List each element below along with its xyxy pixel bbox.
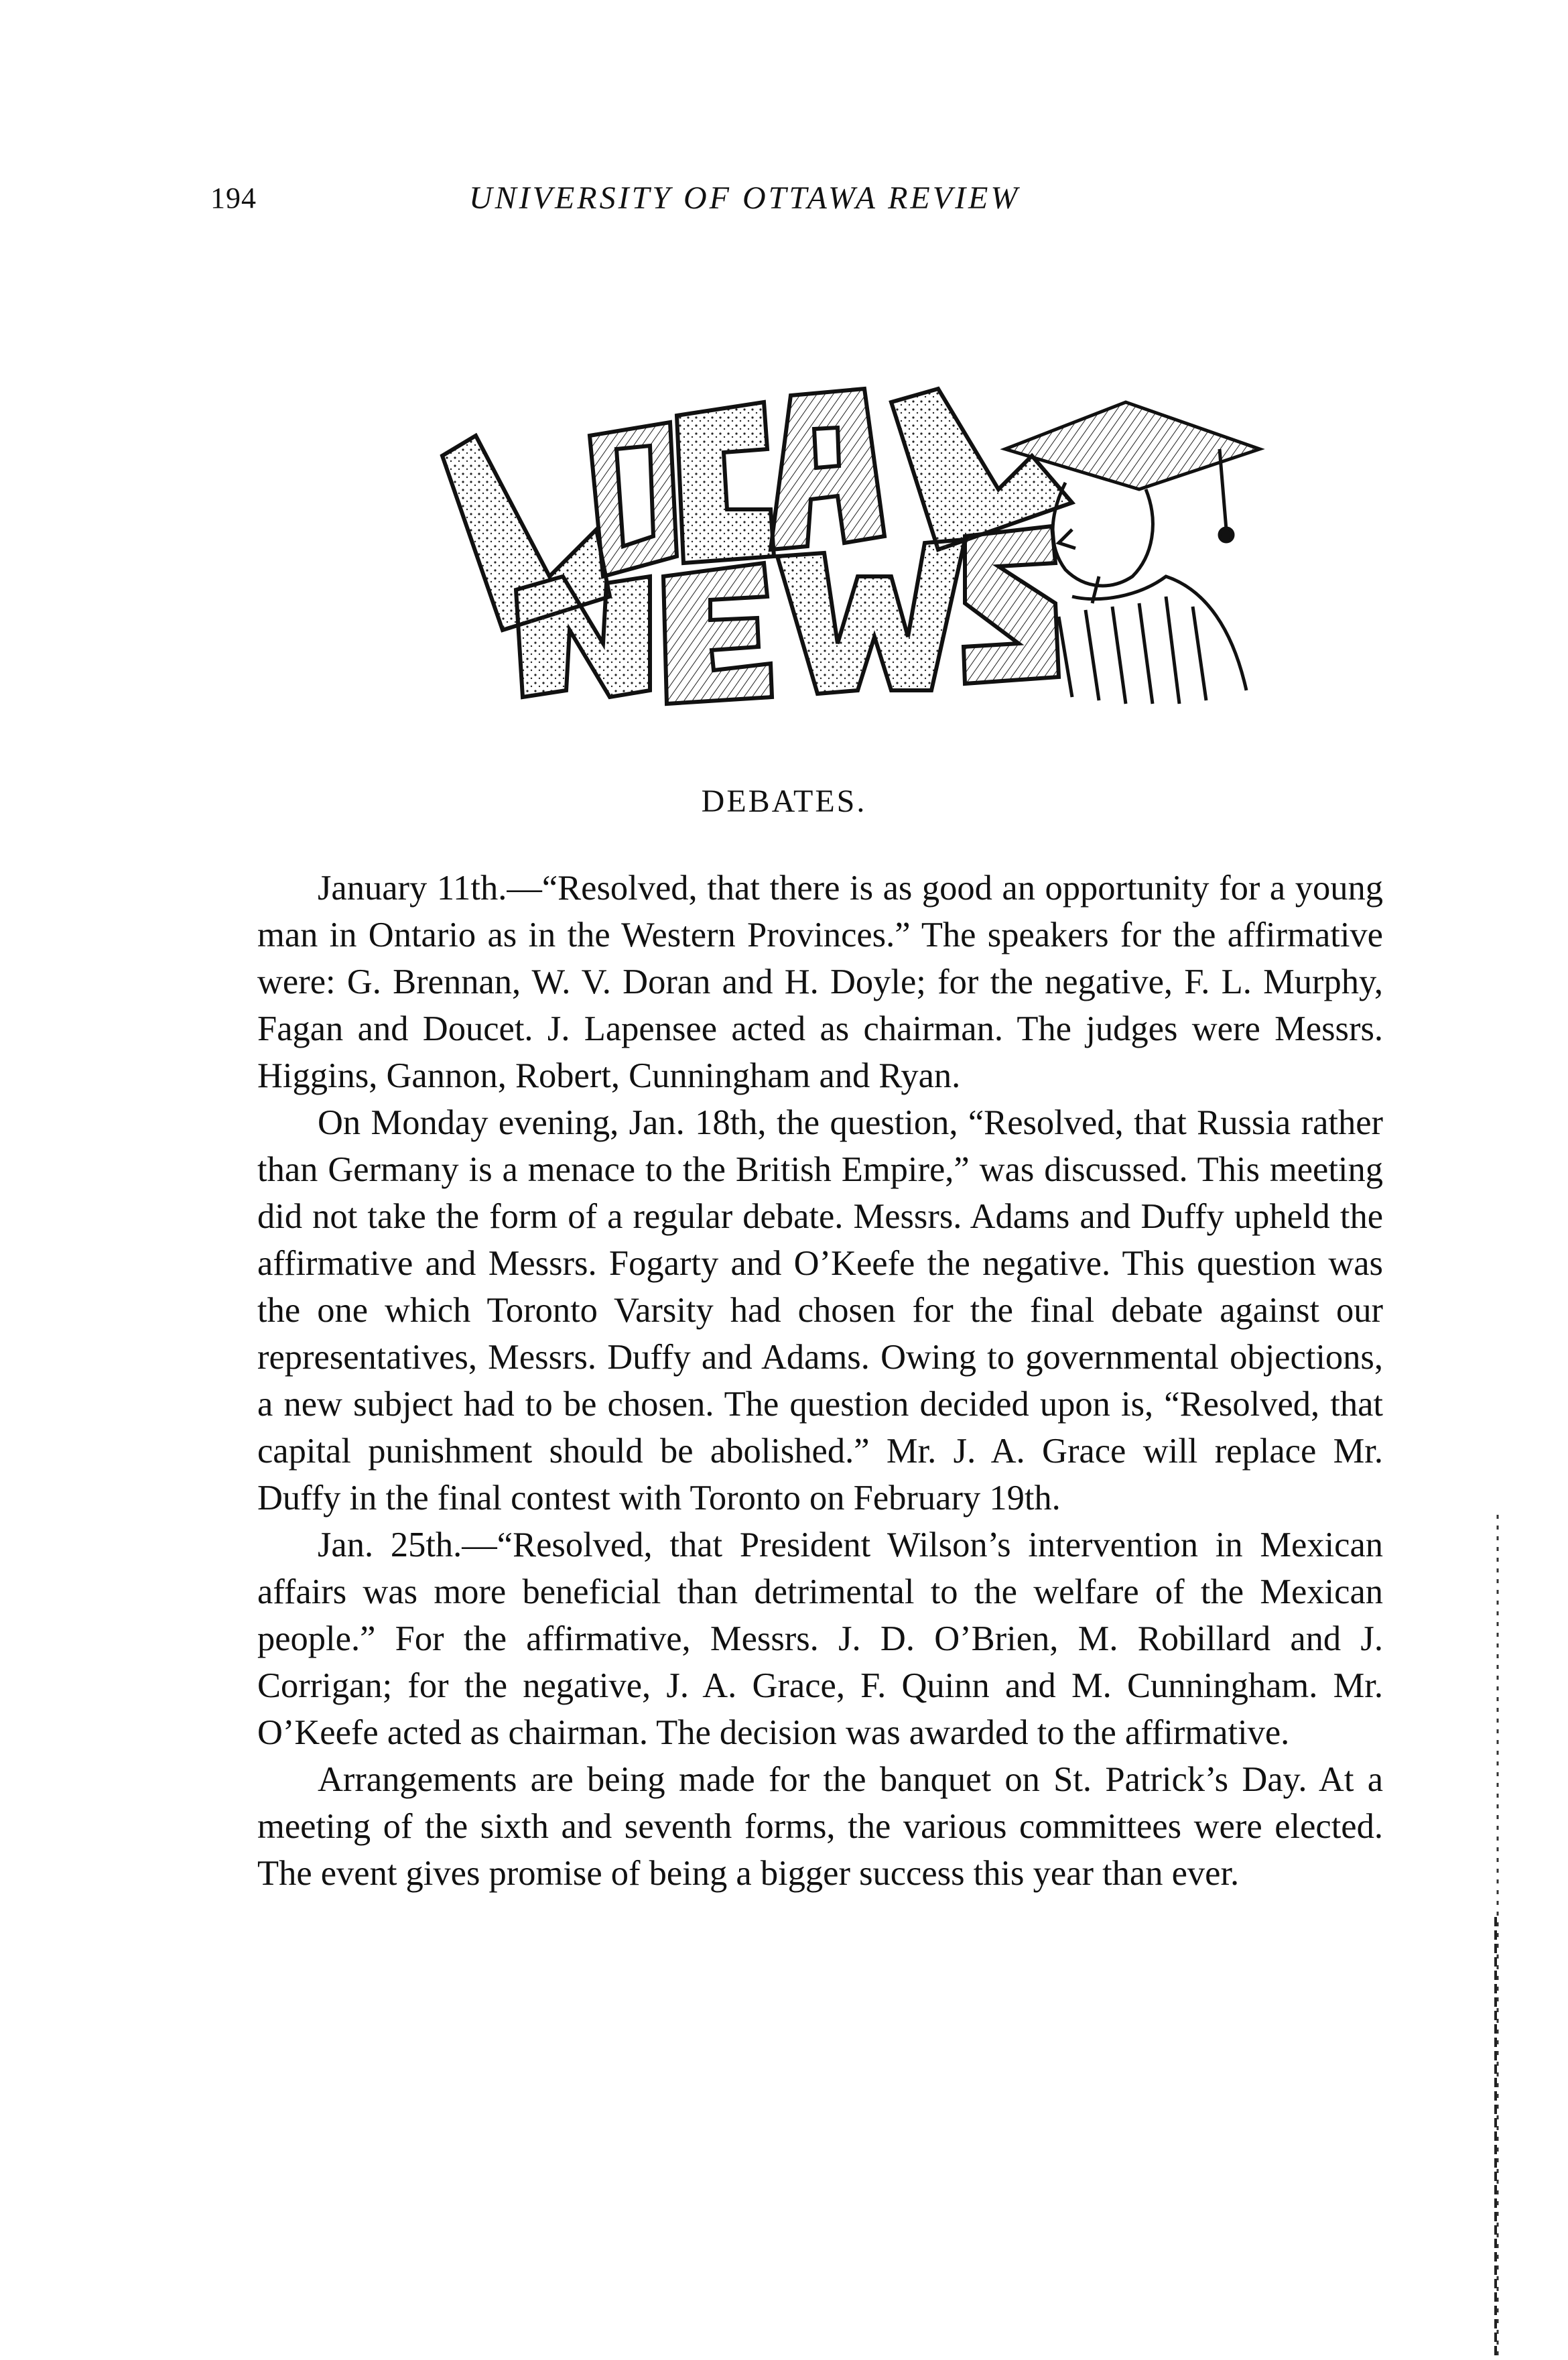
running-title: UNIVERSITY OF OTTAWA REVIEW (469, 180, 1021, 216)
paragraph-january-25: Jan. 25th.—“Resolved, that President Wilson’s intervention in Mexican affairs was more beneficial than detrimental to the welfare of the Mexican people.” For the affirmative, Messrs. J. D. O’Brien, M. Robillard and J. Corrigan; for the negative, J. A. Grace, F. Quinn and M. Cunningham. Mr. O’Keefe acted as chairman. The decision was awarded to the affirmative. (257, 1526, 1383, 1752)
letter-w-shape (777, 540, 965, 694)
paragraph-banquet: Arrangements are being made for the banquet on St. Patrick’s Day. At a meeting of the sixth and seventh forms, the various committees were elected. The event gives promise of being a bigger success this year than ever. (257, 1760, 1383, 1893)
local-news-masthead (429, 375, 1287, 724)
letter-o-shape (590, 422, 677, 576)
section-heading: DEBATES. (701, 784, 867, 819)
letter-a-shape (771, 389, 885, 550)
paragraph-january-11: January 11th.—“Resolved, that there is as good an opportunity for a young man in Ontario as in the Western Provinces.” The speakers for the affirmative were: G. Brennan, W. V. Doran and H. Doyle; for the negative, F. L. Murphy, Fagan and Doucet. J. Lapensee acted as chairman. The judges were Messrs. Higgins, Gannon, Robert, Cunningham and Ryan. (257, 869, 1383, 1095)
paragraph-january-18: On Monday evening, Jan. 18th, the question, “Resolved, that Russia rather than Germany is a menace to the British Empire,” was discussed. This meeting did not take the form of a regular debate. Messrs. Adams and Duffy upheld the affirmative and Messrs. Fogarty and O’Keefe the negative. This question was the one which Toronto Varsity had chosen for the final debate against our representatives, Messrs. Duffy and Adams. Owing to governmental objections, a new subject had to be chosen. The question decided upon is, “Resolved, that capital punishment should be abolished.” Mr. J. A. Grace will replace Mr. Duffy in the final contest with Toronto on February 19th. (257, 1103, 1383, 1517)
scan-edge-artifact (1493, 1515, 1502, 2357)
page-number: 194 (210, 182, 257, 214)
letter-e-shape (663, 563, 772, 704)
letter-s-shape (964, 526, 1059, 684)
article-body (257, 865, 1383, 1897)
masthead-artwork (429, 375, 1287, 724)
letter-c-shape (677, 402, 774, 563)
